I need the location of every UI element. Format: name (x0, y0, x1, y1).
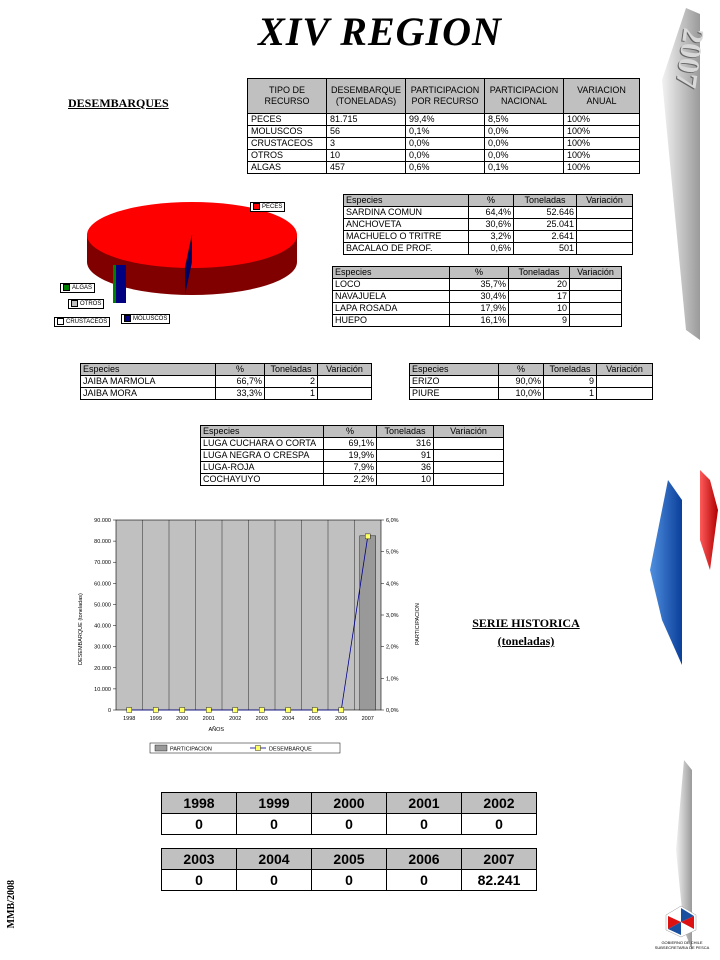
legend-swatch (71, 300, 78, 307)
x-tick-label: 2000 (176, 716, 189, 722)
value-cell: 0 (237, 870, 312, 891)
header-desembarque: DESEMBARQUE (TONELADAS) (327, 79, 406, 114)
legend-swatch (253, 203, 260, 210)
table-row (344, 219, 633, 231)
year-badge: 2007 (668, 26, 711, 91)
x-tick-label: 2003 (255, 716, 268, 722)
header: Especies (81, 364, 216, 376)
cell: 30,4% (450, 291, 509, 303)
y2-tick-label: 2,0% (386, 644, 399, 651)
y2-tick-label: 3,0% (386, 613, 399, 619)
otros-table (409, 363, 653, 400)
bar-participacion (360, 536, 376, 710)
value-cell: 82.241 (462, 870, 537, 891)
years-table-2 (161, 848, 537, 891)
gobierno-logo-icon (664, 904, 698, 938)
cell: 64,4% (469, 207, 514, 219)
header: Variación (597, 364, 653, 376)
header: Variación (318, 364, 372, 376)
header: % (499, 364, 544, 376)
cell: PIURE (410, 388, 499, 400)
header-variacion: VARIACION ANUAL (564, 79, 640, 114)
cell (318, 376, 372, 388)
year-cell: 2005 (312, 849, 387, 870)
header: Toneladas (377, 426, 434, 438)
cell: 19,9% (324, 450, 377, 462)
cell (597, 376, 653, 388)
cell: 17,9% (450, 303, 509, 315)
cell: 0,6% (469, 243, 514, 255)
point-desembarque (180, 708, 185, 713)
cell: LOCO (333, 279, 450, 291)
cell: 100% (564, 126, 640, 138)
cell: LUGA-ROJA (201, 462, 324, 474)
pie-label-otros (68, 299, 104, 309)
cell: 17 (509, 291, 570, 303)
cell: HUEPO (333, 315, 450, 327)
cell: 56 (327, 126, 406, 138)
cell: 1 (544, 388, 597, 400)
cell (577, 231, 633, 243)
cell: CRUSTACEOS (248, 138, 327, 150)
legend-swatch (124, 315, 131, 322)
cell (434, 450, 504, 462)
table-row (333, 315, 622, 327)
year-cell: 2006 (387, 849, 462, 870)
cell: 25.041 (514, 219, 577, 231)
serie-title (466, 616, 586, 649)
y-tick-label: 50.000 (94, 602, 111, 609)
cell (570, 315, 622, 327)
x-tick-label: 2005 (308, 716, 321, 722)
section-label: DESEMBARQUES (68, 96, 169, 110)
cell: BACALAO DE PROF. (344, 243, 469, 255)
table-row (81, 388, 372, 400)
cell: 20 (509, 279, 570, 291)
value-cell: 0 (162, 814, 237, 835)
cell (577, 207, 633, 219)
point-desembarque (233, 708, 238, 713)
year-cell: 1998 (162, 793, 237, 814)
header: % (324, 426, 377, 438)
value-cell: 0 (462, 814, 537, 835)
cell: JAIBA MARMOLA (81, 376, 216, 388)
serie-title-line1: SERIE HISTORICA (472, 616, 580, 630)
cell (570, 279, 622, 291)
header: % (450, 267, 509, 279)
cell: 2.641 (514, 231, 577, 243)
cell: ALGAS (248, 162, 327, 174)
cell (434, 474, 504, 486)
cell: 91 (377, 450, 434, 462)
peces-table (343, 194, 633, 255)
header: Variación (570, 267, 622, 279)
table-row (248, 114, 640, 126)
cell: 8,5% (485, 114, 564, 126)
cell: 16,1% (450, 315, 509, 327)
header: % (216, 364, 265, 376)
year-cell: 2000 (312, 793, 387, 814)
cell: ERIZO (410, 376, 499, 388)
year-cell: 2007 (462, 849, 537, 870)
blue-banner-shape (650, 480, 682, 665)
cell: 3,2% (469, 231, 514, 243)
algas-table (200, 425, 504, 486)
cell: 7,9% (324, 462, 377, 474)
cell (597, 388, 653, 400)
cell: 316 (377, 438, 434, 450)
legend-text: PECES (262, 204, 283, 211)
year-cell: 2002 (462, 793, 537, 814)
value-cell: 0 (237, 814, 312, 835)
cell: 69,1% (324, 438, 377, 450)
cell (570, 303, 622, 315)
historical-chart (70, 510, 430, 760)
header-tipo: TIPO DE RECURSO (248, 79, 327, 114)
cell (570, 291, 622, 303)
table-row (81, 376, 372, 388)
cell: 35,7% (450, 279, 509, 291)
cell: OTROS (248, 150, 327, 162)
cell: 0,0% (485, 150, 564, 162)
cell: 1 (265, 388, 318, 400)
legend-swatch-participacion (155, 745, 167, 751)
cell: 0,0% (406, 138, 485, 150)
table-row (201, 474, 504, 486)
y-axis-label: DESEMBARQUE (toneladas) (78, 593, 84, 665)
decorative-banner (640, 0, 720, 960)
cell: 0,0% (485, 138, 564, 150)
cell: PECES (248, 114, 327, 126)
header: % (469, 195, 514, 207)
page-title: XIV REGION (258, 9, 502, 54)
footer-code: MMB/2008 (6, 880, 17, 929)
header: Especies (410, 364, 499, 376)
cell: NAVAJUELA (333, 291, 450, 303)
header: Toneladas (265, 364, 318, 376)
cell: 10 (327, 150, 406, 162)
cell: 9 (544, 376, 597, 388)
x-tick-label: 2002 (229, 716, 242, 722)
pie-slice-algas (113, 265, 116, 303)
crustaceos-table (80, 363, 372, 400)
serie-title-line2: (toneladas) (497, 634, 555, 648)
header: Especies (201, 426, 324, 438)
cell: 100% (564, 114, 640, 126)
pie-slice-moluscos (115, 265, 126, 303)
legend-swatch (63, 284, 70, 291)
table-row (248, 138, 640, 150)
point-desembarque (365, 534, 370, 539)
cell (577, 219, 633, 231)
cell: 2 (265, 376, 318, 388)
cell: 0,6% (406, 162, 485, 174)
value-cell: 0 (312, 814, 387, 835)
y-tick-label: 70.000 (94, 560, 111, 567)
legend-text: MOLUSCOS (133, 316, 168, 323)
x-axis-label: AÑOS (208, 727, 225, 733)
table-row (410, 376, 653, 388)
table-row (248, 162, 640, 174)
y-tick-label: 40.000 (94, 623, 111, 630)
header: Toneladas (509, 267, 570, 279)
cell: SARDINA COMUN (344, 207, 469, 219)
cell: 36 (377, 462, 434, 474)
moluscos-table (332, 266, 622, 327)
cell (434, 462, 504, 474)
value-cell: 0 (387, 870, 462, 891)
cell: ANCHOVETA (344, 219, 469, 231)
table-row (201, 450, 504, 462)
point-desembarque (259, 708, 264, 713)
y-tick-label: 90.000 (94, 518, 111, 524)
cell: 66,7% (216, 376, 265, 388)
legend-text: OTROS (80, 301, 102, 308)
cell (318, 388, 372, 400)
cell: 2,2% (324, 474, 377, 486)
legend-text: ALGAS (72, 285, 93, 292)
x-tick-label: 1998 (123, 716, 136, 722)
value-cell: 0 (312, 870, 387, 891)
cell: 33,3% (216, 388, 265, 400)
y2-tick-label: 6,0% (386, 518, 399, 524)
x-tick-label: 2001 (202, 716, 215, 722)
legend-swatch (57, 318, 64, 325)
table-row (344, 207, 633, 219)
point-desembarque (206, 708, 211, 713)
table-row (344, 243, 633, 255)
year-cell: 1999 (237, 793, 312, 814)
cell: 99,4% (406, 114, 485, 126)
cell: MOLUSCOS (248, 126, 327, 138)
header: Toneladas (514, 195, 577, 207)
cell: 100% (564, 138, 640, 150)
cell: 10 (377, 474, 434, 486)
table-row (248, 150, 640, 162)
cell: 457 (327, 162, 406, 174)
y-tick-label: 0 (107, 708, 111, 714)
cell: 81.715 (327, 114, 406, 126)
y2-tick-label: 0,0% (386, 708, 399, 714)
y-tick-label: 30.000 (94, 644, 111, 651)
cell: MACHUELO O TRITRE (344, 231, 469, 243)
pie-label-moluscos (121, 314, 170, 324)
header: Toneladas (544, 364, 597, 376)
cell: LUGA NEGRA O CRESPA (201, 450, 324, 462)
point-desembarque (312, 708, 317, 713)
x-tick-label: 2006 (335, 716, 348, 722)
cell: 0,1% (485, 162, 564, 174)
cell: 100% (564, 162, 640, 174)
header: Especies (344, 195, 469, 207)
y2-axis-label: PARTICIPACION (415, 603, 421, 645)
x-tick-label: 2007 (361, 716, 374, 722)
cell (577, 243, 633, 255)
y-tick-label: 20.000 (94, 665, 111, 672)
table-row (333, 291, 622, 303)
cell: 0,1% (406, 126, 485, 138)
value-cell: 0 (162, 870, 237, 891)
cell: JAIBA MORA (81, 388, 216, 400)
logo-text-line2: SUBSECRETARIA DE PESCA (654, 945, 710, 950)
resource-table (247, 78, 640, 174)
year-cell: 2003 (162, 849, 237, 870)
header: Especies (333, 267, 450, 279)
table-row (201, 438, 504, 450)
cell: 501 (514, 243, 577, 255)
y-tick-label: 60.000 (94, 581, 111, 588)
header-part-recurso: PARTICIPACION POR RECURSO (406, 79, 485, 114)
y-tick-label: 80.000 (94, 539, 111, 546)
cell: 10,0% (499, 388, 544, 400)
table-row (201, 462, 504, 474)
y2-tick-label: 1,0% (386, 676, 399, 683)
point-desembarque (127, 708, 132, 713)
pie-label-crustaceos (54, 317, 110, 327)
y-tick-label: 10.000 (94, 686, 111, 693)
cell: 30,6% (469, 219, 514, 231)
point-desembarque (286, 708, 291, 713)
pie-label-algas (60, 283, 95, 293)
table-row (248, 126, 640, 138)
cell: 10 (509, 303, 570, 315)
legend-label-participacion: PARTICIPACION (170, 746, 212, 753)
cell: 0,0% (485, 126, 564, 138)
cell: LAPA ROSADA (333, 303, 450, 315)
x-tick-label: 1999 (149, 716, 162, 722)
table-row (333, 279, 622, 291)
legend-text: CRUSTACEOS (66, 319, 108, 326)
years-table-1 (161, 792, 537, 835)
legend-label-desembarque: DESEMBARQUE (269, 746, 312, 753)
cell: 90,0% (499, 376, 544, 388)
header-part-nacional: PARTICIPACION NACIONAL (485, 79, 564, 114)
y2-tick-label: 5,0% (386, 549, 399, 556)
logo-text-line1: GOBIERNO DE CHILE (661, 940, 703, 945)
cell: LUGA CUCHARA O CORTA (201, 438, 324, 450)
cell: 100% (564, 150, 640, 162)
header: Variación (434, 426, 504, 438)
header: Variación (577, 195, 633, 207)
table-row (344, 231, 633, 243)
point-desembarque (339, 708, 344, 713)
y2-tick-label: 4,0% (386, 581, 399, 588)
pie-chart (50, 195, 300, 335)
red-banner-shape (700, 470, 718, 570)
logo-text (652, 940, 712, 950)
cell: 52.646 (514, 207, 577, 219)
year-cell: 2004 (237, 849, 312, 870)
x-tick-label: 2004 (282, 716, 295, 722)
table-row (333, 303, 622, 315)
cell: 0,0% (406, 150, 485, 162)
pie-label-peces (250, 202, 285, 212)
cell: COCHAYUYO (201, 474, 324, 486)
legend-marker-desembarque (256, 746, 261, 751)
cell: 3 (327, 138, 406, 150)
value-cell: 0 (387, 814, 462, 835)
year-cell: 2001 (387, 793, 462, 814)
cell (434, 438, 504, 450)
table-row (410, 388, 653, 400)
cell: 9 (509, 315, 570, 327)
point-desembarque (153, 708, 158, 713)
